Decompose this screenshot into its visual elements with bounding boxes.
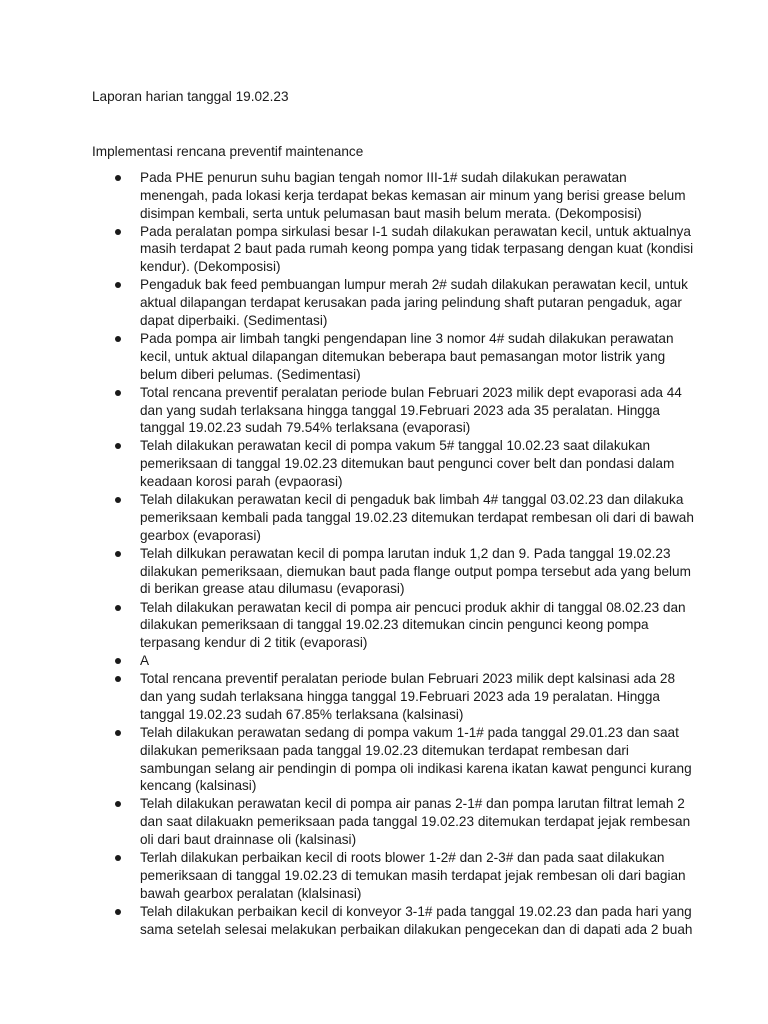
list-item-text: Telah dilakukan perawatan kecil di pompa air panas 2-1# dan pompa larutan filtrat lemah 2 dan saat dilakuakn pemeriksaan pada tanggal 19.02.23 ditemukan terdapat jejak rembesan oli dari baut drainnase oli (kalsinasi) (140, 796, 691, 848)
list-item (114, 903, 694, 939)
list-item (114, 724, 694, 795)
bullet-icon (115, 730, 121, 736)
list-item (114, 437, 694, 490)
bullet-icon (115, 855, 121, 861)
list-item (114, 545, 694, 598)
list-item (114, 223, 694, 276)
list-item-text: A (140, 653, 150, 669)
bullet-icon (115, 497, 121, 503)
bullet-icon (115, 658, 121, 664)
bullet-icon (115, 551, 121, 557)
bullet-icon (115, 443, 121, 449)
list-item (114, 491, 694, 544)
section-heading: Implementasi rencana preventif maintenance (92, 144, 364, 159)
list-item (114, 599, 694, 652)
list-item (114, 652, 694, 670)
bullet-icon (115, 336, 121, 342)
list-item (114, 276, 694, 329)
bullet-icon (115, 282, 121, 288)
list-item (114, 795, 694, 848)
bullet-icon (115, 801, 121, 807)
report-title: Laporan harian tanggal 19.02.23 (92, 89, 289, 104)
list-item-text: Pada pompa air limbah tangki pengendapan line 3 nomor 4# sudah dilakukan perawatan kecil, untuk aktual dilapangan ditemukan beberapa baut pemasangan motor listrik yang belum diberi pelumas. (Sedimentasi) (140, 331, 674, 382)
list-item-text: Telah dilakukan perawatan kecil di pompa air pencuci produk akhir di tanggal 08.02.23 dan dilakukan pemeriksaan di tanggal 19.02.23 ditemukan cincin pengunci keong pompa terpasang kendur di 2 titik (evaporasi) (140, 599, 686, 651)
list-item (114, 670, 694, 723)
list-item-text: Total rencana preventif peralatan periode bulan Februari 2023 milik dept evaporasi ada 44 dan yang sudah terlaksana hingga tanggal 19.Februari 2023 ada 35 peralatan. Hingga tanggal 19.02.23 sudah 79.54% terlaksana (evaporasi) (140, 384, 682, 436)
list-item (114, 169, 694, 222)
bullet-icon (115, 676, 121, 682)
list-item-text: Telah dilakukan perawatan kecil di pengaduk bak limbah 4# tanggal 03.02.23 dan dilakuka pemeriksaan kembali pada tanggal 19.02.23 ditemukan terdapat rembesan oli dari di bawah gearbox (evaporasi) (140, 492, 694, 543)
list-item-text: Telah dilkukan perawatan kecil di pompa larutan induk 1,2 dan 9. Pada tanggal 19.02.23 dilakukan pemeriksaan, diemukan baut pada flange output pompa tersebut ada yang belum di berikan grease atau dilumasu (evaporasi) (140, 545, 691, 597)
bullet-icon (115, 605, 121, 611)
bullet-icon (115, 229, 121, 235)
list-item-text: Terlah dilakukan perbaikan kecil di roots blower 1-2# dan 2-3# dan pada saat dilakukan pemeriksaan di tanggal 19.02.23 di temukan masih terdapat jejak rembesan oli dari bagian bawah gearbox peralatan (klalsinasi) (140, 850, 686, 901)
list-item (114, 384, 694, 437)
list-item-text: Telah dilakukan perawatan kecil di pompa vakum 5# tanggal 10.02.23 saat dilakukan pemeriksaan di tanggal 19.02.23 ditemukan baut pengunci cover belt dan pondasi dalam keadaan korosi parah (evpaorasi) (140, 438, 675, 490)
list-item-text: Telah dilakukan perawatan sedang di pompa vakum 1-1# pada tanggal 29.01.23 dan saat dilakukan pemeriksaan pada tanggal 19.02.23 ditemukan terdapat rembesan dari sambungan selang air pendingin di pompa oli indikasi karena ikatan kawat pengunci kurang kencang (kalsinasi) (140, 724, 692, 794)
list-item (114, 330, 694, 383)
list-item (114, 849, 694, 902)
bullet-icon (115, 175, 121, 181)
list-item-text: Pada peralatan pompa sirkulasi besar I-1 sudah dilakukan perawatan kecil, untuk aktualnya masih terdapat 2 baut pada rumah keong pompa yang tidak terpasang dengan kuat (kondisi kendur). (Dekomposisi) (140, 223, 694, 275)
list-item-text: Total rencana preventif peralatan periode bulan Februari 2023 milik dept kalsinasi ada 28 dan yang sudah terlaksana hingga tanggal 19.Februari 2023 ada 19 peralatan. Hingga tanggal 19.02.23 sudah 67.85% terlaksana (kalsinasi) (140, 671, 676, 722)
maintenance-bullet-list (114, 169, 694, 939)
list-item-text: Pengaduk bak feed pembuangan lumpur merah 2# sudah dilakukan perawatan kecil, untuk aktual dilapangan terdapat kerusakan pada jaring pelindung shaft putaran pengaduk, agar dapat diperbaiki. (Sedimentasi) (140, 277, 688, 328)
list-item-text: Pada PHE penurun suhu bagian tengah nomor III-1# sudah dilakukan perawatan menengah, pada lokasi kerja terdapat bekas kemasan air minum yang berisi grease belum disimpan kembali, serta untuk pelumasan baut masih belum merata. (Dekomposisi) (140, 170, 686, 221)
bullet-icon (115, 909, 121, 915)
bullet-icon (115, 390, 121, 396)
list-item-text: Telah dilakukan perbaikan kecil di konveyor 3-1# pada tanggal 19.02.23 dan pada hari yang sama setelah selesai melakukan perbaikan dilakukan pengecekan dan di dapati ada 2 buah (140, 903, 693, 937)
